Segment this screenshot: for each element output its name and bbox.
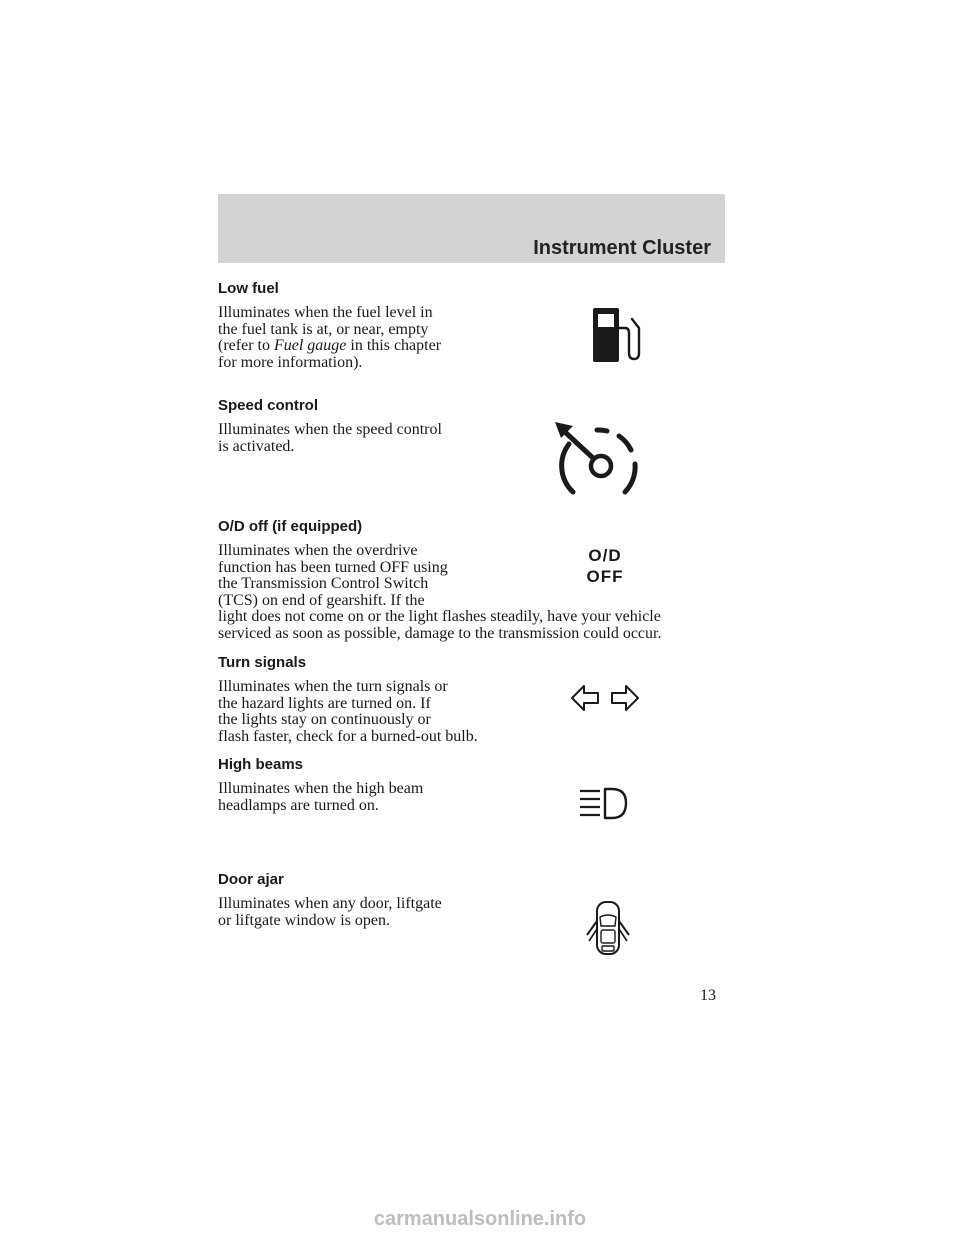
turn-signal-arrows-icon	[570, 683, 640, 713]
section-body: Illuminates when the speed control is activated.	[218, 421, 442, 455]
od-off-icon: O/D OFF	[586, 546, 624, 586]
section-body: Illuminates when any door, liftgate or liftgate window is open.	[218, 895, 442, 929]
fuel-gauge-reference: Fuel gauge	[273, 337, 347, 355]
section-heading: O/D off (if equipped)	[218, 518, 363, 535]
section-body: Illuminates when the high beam headlamps are turned on.	[218, 780, 424, 814]
watermark: carmanualsonline.info	[373, 1208, 587, 1230]
section-od-off	[218, 518, 718, 643]
speedometer-icon	[553, 420, 645, 498]
section-turn-signals	[218, 654, 718, 745]
section-body: Illuminates when the fuel level in the fuel tank is at, or near, empty (refer to Fuel gauge in this chapter for more information).	[218, 304, 442, 371]
header-band	[218, 194, 725, 263]
fuel-pump-icon	[590, 306, 646, 364]
section-heading: High beams	[218, 756, 304, 773]
high-beam-icon	[578, 787, 630, 821]
section-heading: Speed control	[218, 397, 319, 414]
section-door-ajar	[218, 871, 718, 929]
page-header-title: Instrument Cluster	[533, 237, 711, 259]
section-heading: Low fuel	[218, 280, 279, 297]
section-heading: Turn signals	[218, 654, 307, 671]
page-number: 13	[700, 987, 716, 1004]
door-ajar-icon	[583, 899, 633, 957]
section-body: Illuminates when the turn signals or the hazard lights are turned on. If the lights stay on continuously or flash faster, check for a burned-out bulb.	[218, 678, 478, 745]
section-body: Illuminates when the overdrive function has been turned OFF using the Transmission Control Switch (TCS) on end of gearshift. If the light does not come on or the light flashes steadily, have your vehicle serviced as soon as possible, damage to the transmission could occur.	[218, 542, 662, 642]
section-heading: Door ajar	[218, 871, 284, 888]
section-high-beams	[218, 756, 718, 814]
